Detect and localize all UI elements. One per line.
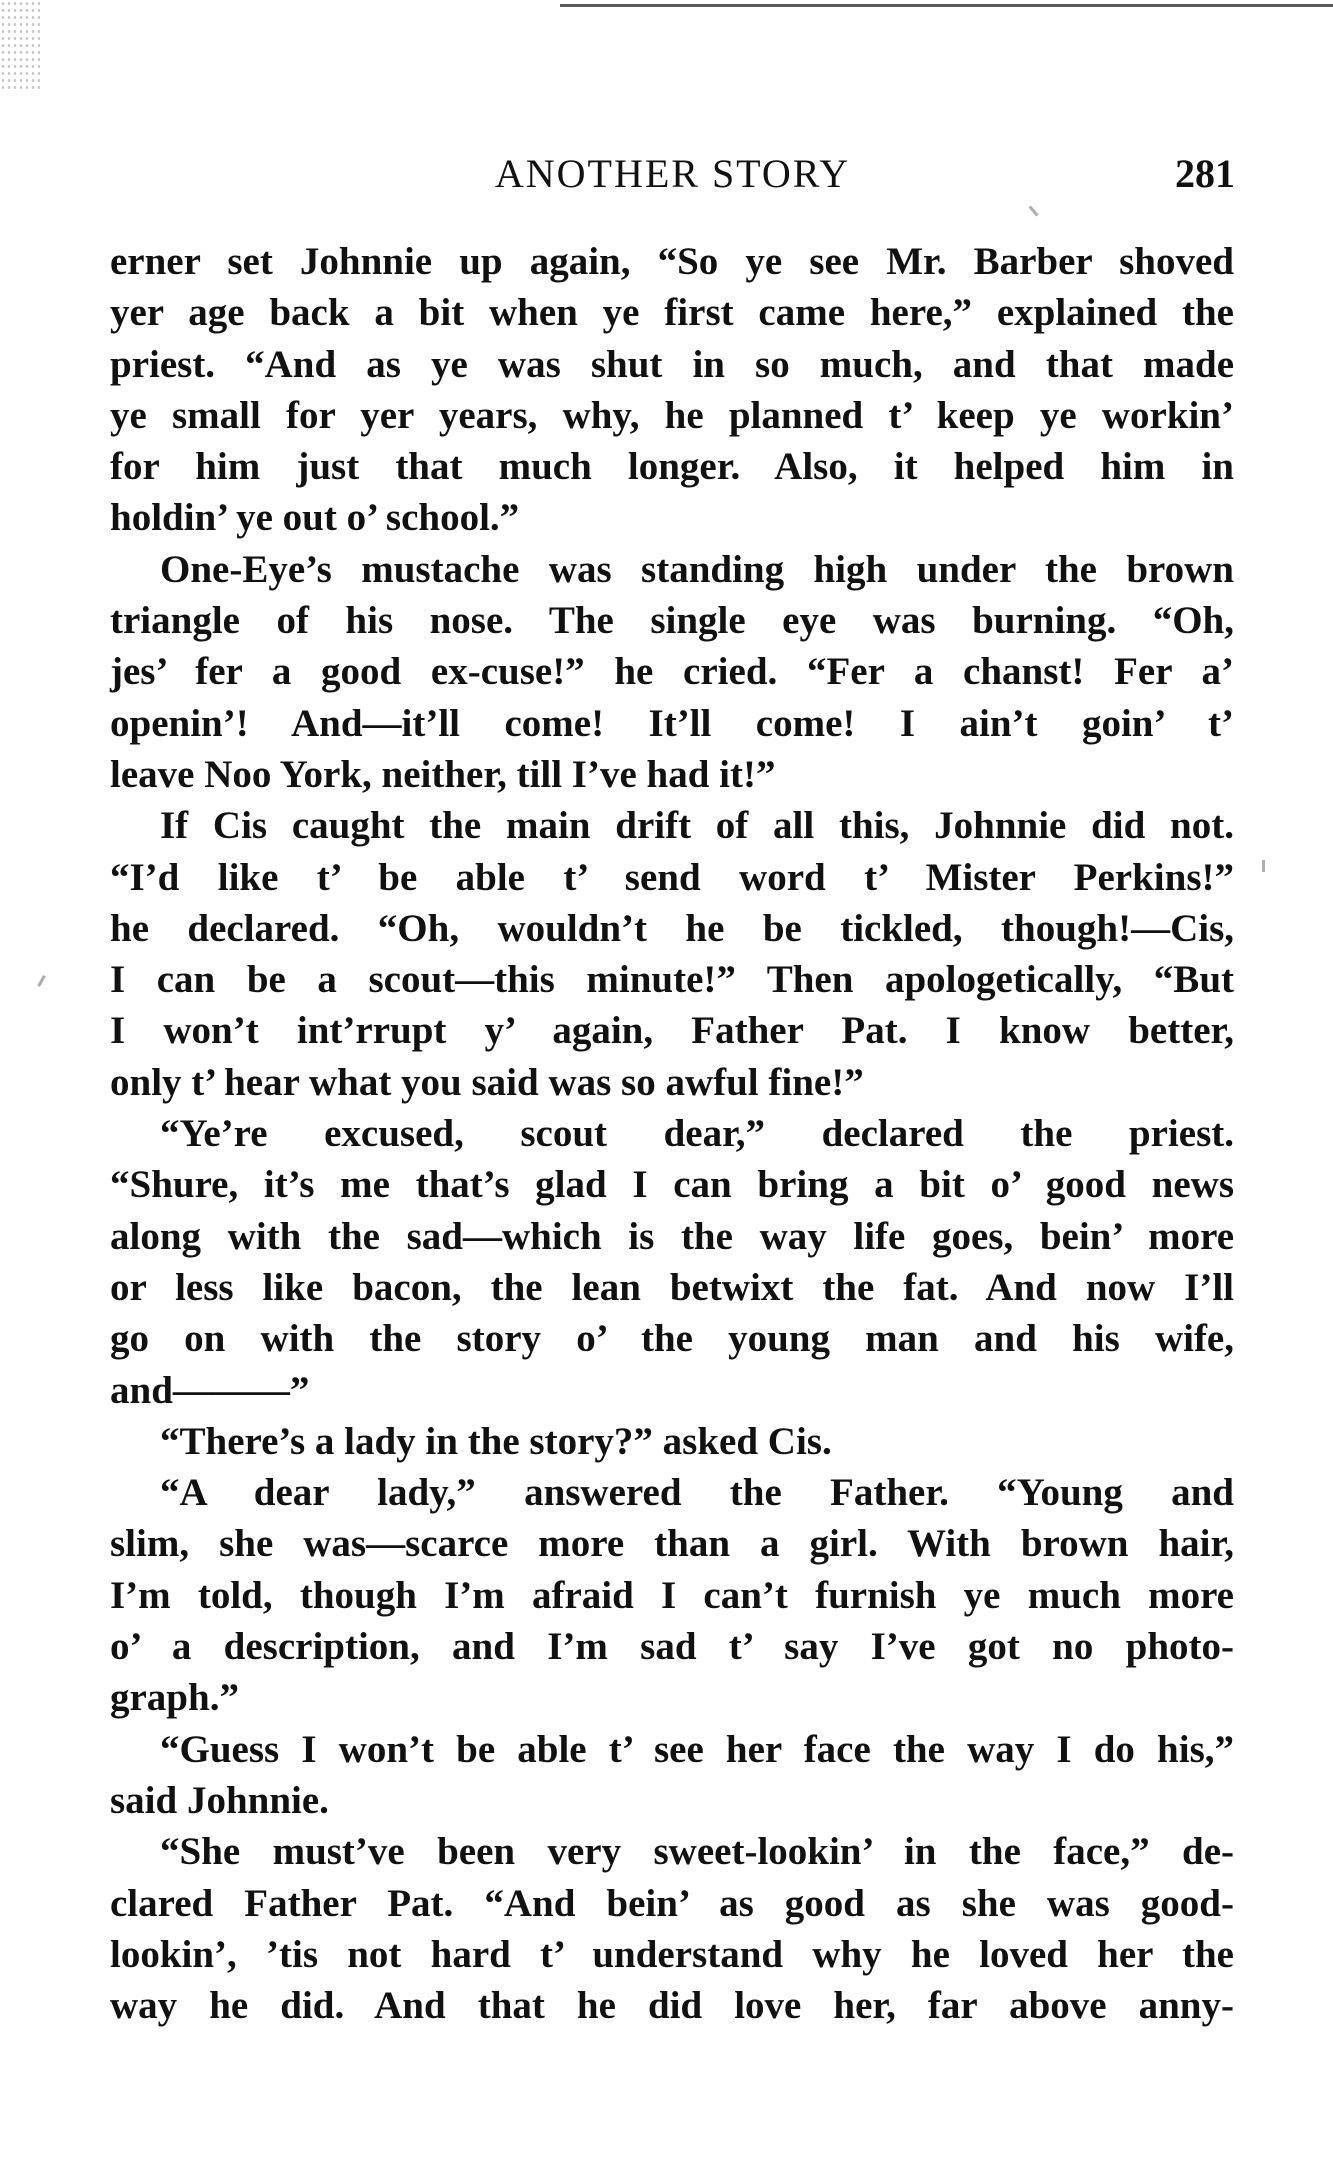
text-line: “Guess I won’t be able t’ see her face the way I do his,” [160, 1727, 1234, 1771]
text-line: One-Eye’s mustache was standing high under the brown [160, 547, 1234, 591]
text-line: leave Noo York, neither, till I’ve had it!” [110, 752, 776, 796]
text-line: graph.” [110, 1676, 239, 1720]
text-line: way he did. And that he did love her, far above anny- [110, 1984, 1234, 2028]
text-line: “A dear lady,” answered the Father. “Young and [160, 1471, 1234, 1515]
text-line: said Johnnie. [110, 1778, 329, 1822]
text-line: ye small for yer years, why, he planned t’ keep ye workin’ [110, 393, 1234, 437]
scan-edge-rule [560, 4, 1333, 7]
text-line: “Ye’re excused, scout dear,” declared the priest. [160, 1112, 1234, 1156]
text-line: for him just that much longer. Also, it helped him in [110, 445, 1234, 489]
text-line: triangle of his nose. The single eye was burning. “Oh, [110, 599, 1234, 643]
text-line: o’ a description, and I’m sad t’ say I’ve got no photo- [110, 1625, 1234, 1669]
text-line: openin’! And—it’ll come! It’ll come! I ain’t goin’ t’ [110, 701, 1234, 745]
text-line: go on with the story o’ the young man and his wife, [110, 1317, 1234, 1361]
text-line: he declared. “Oh, wouldn’t he be tickled, though!—Cis, [110, 906, 1234, 950]
page-number: 281 [1175, 151, 1235, 196]
text-line: priest. “And as ye was shut in so much, and that made [110, 342, 1234, 386]
body-text [110, 236, 1234, 2031]
text-line: I won’t int’rrupt y’ again, Father Pat. I know better, [110, 1009, 1234, 1053]
text-line: only t’ hear what you said was so awful fine!” [110, 1060, 864, 1104]
margin-speck [1028, 205, 1038, 216]
text-line: along with the sad—which is the way life goes, bein’ more [110, 1214, 1234, 1258]
margin-speck [1262, 860, 1265, 872]
text-line: erner set Johnnie up again, “So ye see Mr. Barber shoved [110, 240, 1234, 283]
text-line: I can be a scout—this minute!” Then apologetically, “But [110, 958, 1234, 1002]
text-line: or less like bacon, the lean betwixt the fat. And now I’ll [110, 1265, 1234, 1309]
text-line: If Cis caught the main drift of all this, Johnnie did not. [160, 804, 1234, 848]
text-line: and———” [110, 1368, 310, 1412]
text-line: clared Father Pat. “And bein’ as good as she was good- [110, 1881, 1234, 1925]
margin-speck [37, 975, 46, 987]
text-line: “Shure, it’s me that’s glad I can bring a bit o’ good news [110, 1163, 1234, 1207]
text-line: slim, she was—scarce more than a girl. With brown hair, [110, 1522, 1234, 1566]
text-line: yer age back a bit when ye first came here,” explained the [110, 291, 1234, 335]
text-line: “She must’ve been very sweet-lookin’ in the face,” de- [160, 1830, 1234, 1874]
text-line: “I’d like t’ be able t’ send word t’ Mister Perkins!” [110, 855, 1234, 899]
running-title: ANOTHER STORY [494, 151, 851, 196]
scan-specks [0, 0, 40, 90]
running-head [110, 150, 1235, 200]
text-line: I’m told, though I’m afraid I can’t furnish ye much more [110, 1573, 1234, 1617]
text-line: lookin’, ’tis not hard t’ understand why he loved her the [110, 1932, 1234, 1976]
text-line: jes’ fer a good ex-cuse!” he cried. “Fer a chanst! Fer a’ [110, 650, 1234, 694]
text-line: “There’s a lady in the story?” asked Cis. [160, 1419, 832, 1463]
text-line: holdin’ ye out o’ school.” [110, 496, 520, 540]
